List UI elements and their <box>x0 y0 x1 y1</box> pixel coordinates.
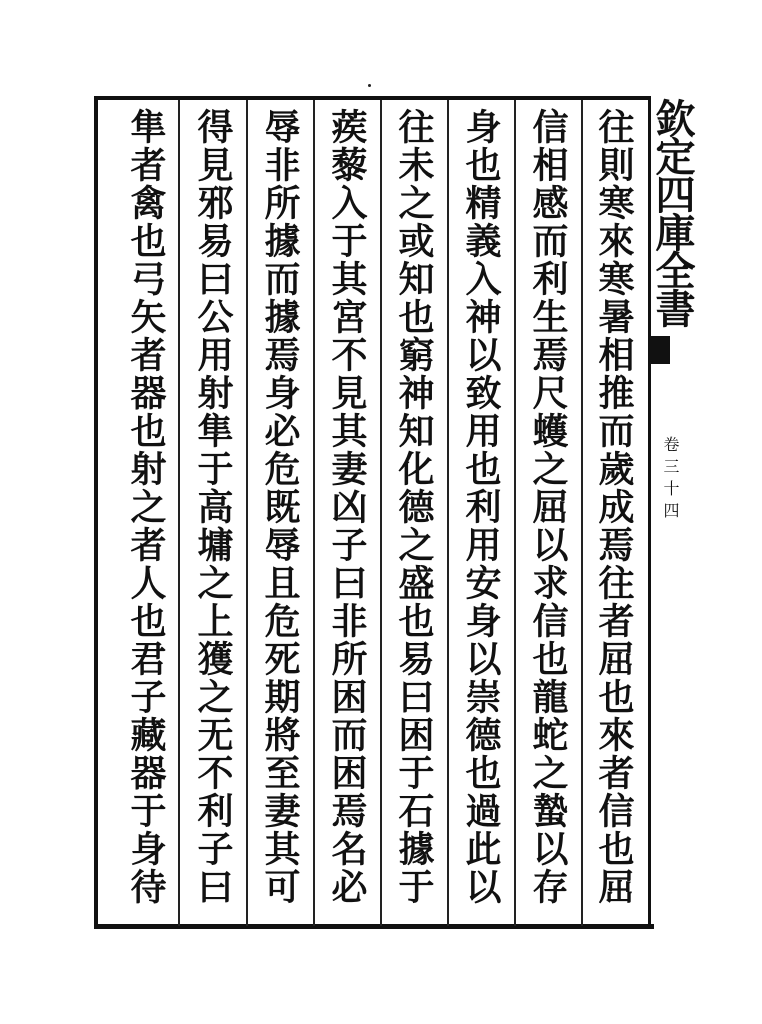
column-rule <box>581 100 583 926</box>
collection-title: 欽定四庫全書 <box>649 98 696 326</box>
text-column-5: 蒺藜入于其宮不見其妻凶子曰非所困而困焉名必 <box>326 108 368 906</box>
ink-speck <box>368 84 371 87</box>
chapter-label: 卷三十四 <box>661 436 680 524</box>
text-column-1: 往則寒來寒暑相推而歲成焉往者屈也來者信也屈 <box>593 108 635 906</box>
text-column-2: 信相感而利生焉尺蠖之屈以求信也龍蛇之蟄以存 <box>527 108 569 906</box>
text-column-3: 身也精義入神以致用也利用安身以崇德也過此以 <box>460 108 502 906</box>
fishtail-mark <box>650 336 670 364</box>
column-rule <box>313 100 315 926</box>
column-rule <box>447 100 449 926</box>
column-rule <box>514 100 516 926</box>
text-column-4: 往未之或知也窮神知化德之盛也易曰困于石據于 <box>393 108 435 906</box>
column-rule <box>380 100 382 926</box>
text-column-7: 得見邪易曰公用射隼于高墉之上獲之无不利子曰 <box>192 108 234 906</box>
column-rule <box>178 100 180 926</box>
column-rule <box>246 100 248 926</box>
text-column-8: 隼者禽也弓矢者器也射之者人也君子藏器于身待 <box>125 108 167 906</box>
text-column-6: 辱非所據而據焉身必危既辱且危死期將至妻其可 <box>259 108 301 906</box>
